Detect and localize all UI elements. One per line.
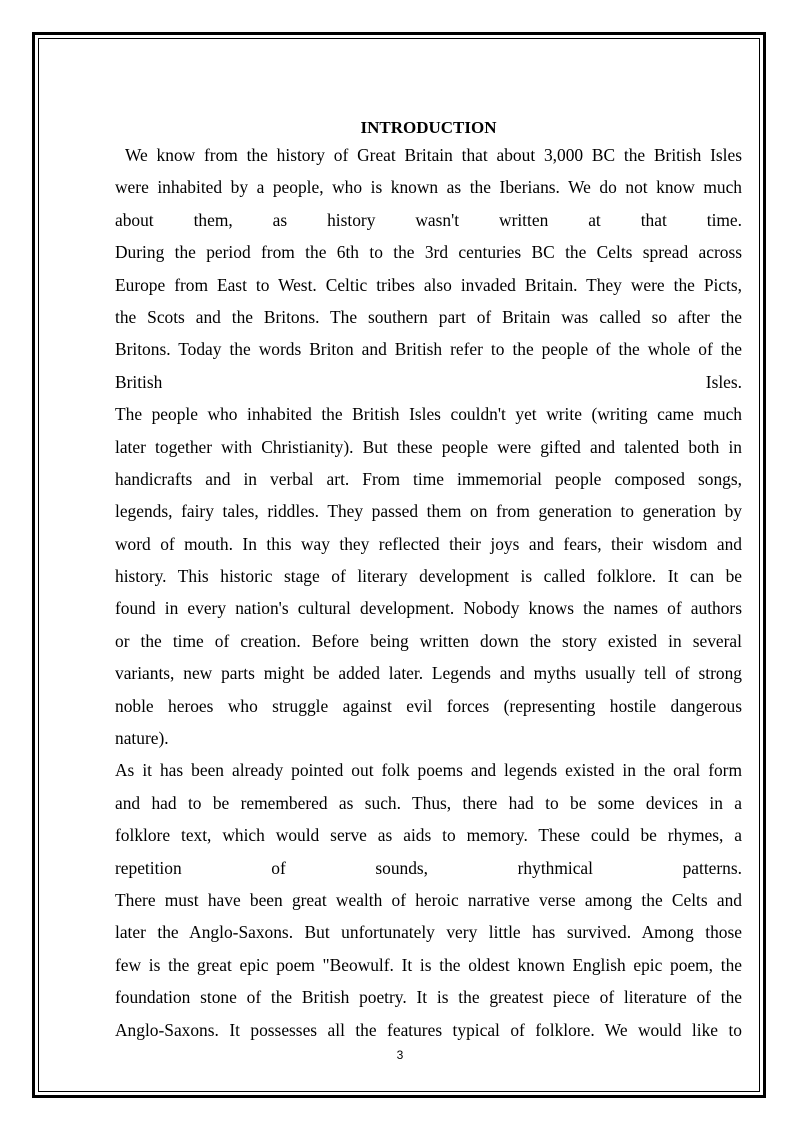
document-body [115,117,742,1046]
text-line: As it has been already pointed out folk poems and legends existed in the oral form [115,760,742,781]
text-line: noble heroes who struggle against evil forces (representing hostile dangerous [115,695,742,716]
text-line: few is the great epic poem "Beowulf. It is the oldest known English epic poem, the [115,954,742,975]
text-line: legends, fairy tales, riddles. They passed them on from generation to generation by [115,501,742,522]
text-line: Anglo-Saxons. It possesses all the features typical of folklore. We would like to [115,1019,742,1040]
text-line: The people who inhabited the British Isles couldn't yet write (writing came much [115,404,742,425]
text-line: Britons. Today the words Briton and British refer to the people of the whole of the [115,339,742,360]
text-line: handicrafts and in verbal art. From time immemorial people composed songs, [115,468,742,489]
text-line: During the period from the 6th to the 3rd centuries BC the Celts spread across [115,242,742,263]
text-line: folklore text, which would serve as aids to memory. These could be rhymes, a [115,825,742,846]
page-title: INTRODUCTION [360,118,497,137]
text-line: variants, new parts might be added later. Legends and myths usually tell of strong [115,663,742,684]
text-line: British Isles. [115,371,742,392]
text-line: foundation stone of the British poetry. It is the greatest piece of literature of the [115,987,742,1008]
text-line: history. This historic stage of literary development is called folklore. It can be [115,566,742,587]
text-line: about them, as history wasn't written at that time. [115,209,742,230]
text-line: were inhabited by a people, who is known as the Iberians. We do not know much [115,177,742,198]
text-line: later the Anglo-Saxons. But unfortunately very little has survived. Among those [115,922,742,943]
text-line: repetition of sounds, rhythmical patterns. [115,857,742,878]
page-number: 3 [396,1048,404,1062]
text-line: found in every nation's cultural development. Nobody knows the names of authors [115,598,742,619]
text-line: later together with Christianity). But these people were gifted and talented both in [115,436,742,457]
text-line: word of mouth. In this way they reflected their joys and fears, their wisdom and [115,533,742,554]
text-line: nature). [115,728,169,749]
text-line: the Scots and the Britons. The southern part of Britain was called so after the [115,306,742,327]
text-line: or the time of creation. Before being written down the story existed in several [115,630,742,651]
text-line: We know from the history of Great Britain that about 3,000 BC the British Isles [125,145,742,165]
text-line: Europe from East to West. Celtic tribes also invaded Britain. They were the Picts, [115,274,742,295]
text-line: There must have been great wealth of heroic narrative verse among the Celts and [115,889,742,910]
text-line: and had to be remembered as such. Thus, there had to be some devices in a [115,792,742,813]
